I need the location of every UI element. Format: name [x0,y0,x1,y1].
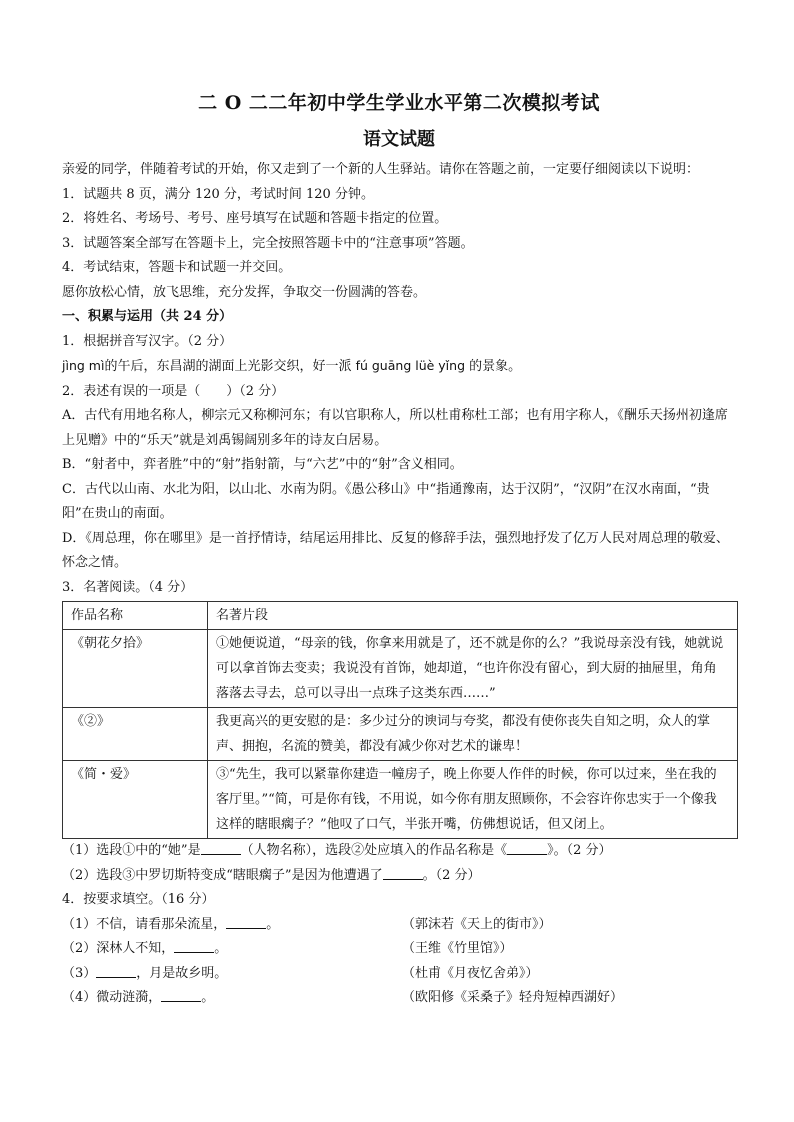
answer-blank[interactable] [161,987,201,1002]
table-row [63,630,738,708]
q3-stem: 3．名著阅读。（4 分） [62,579,194,595]
table-header-excerpt: 名著片段 [208,602,738,630]
section1-heading: 一、积累与运用（共 24 分） [62,309,233,324]
table-header-row [63,602,738,630]
table-row [63,708,738,761]
works-table [62,601,738,839]
q4-item [62,913,736,938]
q4-item [62,962,736,987]
q4-item-pre: （1）不信，请看那朵流星， [62,916,227,932]
q2-option-a: A．古代有用地名称人，柳宗元又称柳河东；有以官职称人，所以杜甫称杜工部；也有用字称人，《酬乐天扬州初逢席上见赠》中的“乐天”就是刘禹锡阔别多年的诗友白居易。 [62,408,728,448]
q3-sub2-text-b: 。（2 分） [422,867,481,883]
intro-closing: 愿你放松心情，放飞思维，充分发挥，争取交一份圆满的答卷。 [62,284,427,300]
q1-pinyin-1: jìng mì [62,358,105,373]
q4-item-line [62,913,402,938]
q3-sub1-text-b: （人物名称），选段②处应填入的作品名称是《 [240,843,508,858]
q1-text [62,354,736,380]
answer-blank[interactable] [201,840,241,855]
exam-subtitle: 语文试题 [363,129,435,150]
q4-item-line [62,937,402,962]
table-cell-work: 《朝花夕拾》 [63,630,208,708]
q4-item-source: （欧阳修《采桑子》轻舟短棹西湖好） [402,990,624,1005]
answer-blank[interactable] [383,865,423,880]
rule-1: 1．试题共 8 页，满分 120 分，考试时间 120 分钟。 [62,186,374,202]
table-cell-work: 《简・爱》 [63,761,208,839]
q3-sub1 [62,839,736,864]
q1-text-mid: 的午后，东昌湖的湖面上光影交织，好一派 [104,359,356,374]
q2-option-c: C．古代以山南、水北为阳，以山北、水南为阴。《愚公移山》中“指通豫南，达于汉阴”，“汉阴”在汉水南面，“贵阳”在贵山的南面。 [62,481,710,521]
answer-blank[interactable] [174,938,214,953]
table-cell-excerpt: ①她便说道，“母亲的钱，你拿来用就是了，还不就是你的么？”我说母亲没有钱，她就说可以拿首饰去变卖；我说没有首饰，她却道，“也许你没有留心，到大厨的抽屉里，角角落落去寻去，总可以寻出一点珠子这类东西……” [208,630,738,708]
q4-item-pre: （4）微动涟漪， [62,990,162,1005]
table-cell-excerpt: 我更高兴的更安慰的是：多少过分的谀词与夸奖，都没有使你丧失自知之明，众人的掌声、拥抱，名流的赞美，都没有减少你对艺术的谦卑！ [208,708,738,761]
answer-blank[interactable] [226,914,266,929]
rule-2: 2．将姓名、考场号、考号、座号填写在试题和答题卡指定的位置。 [62,211,448,226]
q3-sub2-text-a: （2）选段③中罗切斯特变成“瞎眼瘸子”是因为他遭遇了 [62,867,383,883]
rule-4: 4．考试结束，答题卡和试题一并交回。 [62,260,292,275]
q4-item [62,986,736,1011]
q4-item [62,937,736,962]
q4-item-pre: （3） [62,965,97,981]
table-cell-work: 《②》 [63,708,208,761]
rule-3: 3．试题答案全部写在答题卡上，完全按照答题卡中的“注意事项”答题。 [62,235,474,251]
q4-item-post: ，月是故乡明。 [136,965,228,981]
q4-item-source: （王维《竹里馆》） [402,941,513,956]
q1-stem: 1．根据拼音写汉字。（2 分） [62,333,233,349]
table-row [63,761,738,839]
intro-greeting: 亲爱的同学，伴随着考试的开始，你又走到了一个新的人生驿站。请你在答题之前，一定要仔细阅读以下说明： [62,162,700,177]
q2-option-b: B．“射者中，弈者胜”中的“射”指射箭，与“六艺”中的“射”含义相同。 [62,457,463,472]
answer-blank[interactable] [507,840,547,855]
q1-pinyin-2: fú guāng lüè yǐng [355,358,466,373]
q4-item-line [62,986,402,1011]
table-header-work: 作品名称 [63,602,208,630]
q4-stem: 4．按要求填空。（16 分） [62,892,215,907]
q2-option-d: D．《周总理，你在哪里》是一首抒情诗，结尾运用排比、反复的修辞手法，强烈地抒发了亿万人民对周总理的敬爱、怀念之情。 [62,530,729,570]
q4-item-pre: （2）深林人不知， [62,941,175,956]
q3-sub2 [62,864,736,889]
q4-item-source: （郭沫若《天上的街市》） [402,916,552,932]
table-cell-excerpt: ③“先生，我可以紧靠你建造一幢房子，晚上你要人作伴的时候，你可以过来，坐在我的客厅里。”“简，可是你有钱，不用说，如今你有朋友照顾你，不会容许你忠实于一个像我这样的瞎眼瘸子？”他叹了口气，半张开嘴，仿佛想说话，但又闭上。 [208,761,738,839]
q4-item-post: 。 [214,941,228,956]
q4-item-source: （杜甫《月夜忆舍弟》） [402,965,539,981]
q4-item-post: 。 [266,916,280,932]
exam-title: 二 O 二二年初中学生学业水平第二次模拟考试 [198,92,600,114]
q3-sub1-text-c: 》。（2 分） [547,843,612,858]
q1-text-end: 的景象。 [465,359,522,374]
answer-blank[interactable] [96,963,136,978]
q4-item-line [62,962,402,987]
q4-item-post: 。 [201,990,215,1005]
q2-stem: 2．表述有误的一项是（ ）（2 分） [62,383,285,399]
q3-sub1-text-a: （1）选段①中的“她”是 [62,843,201,858]
